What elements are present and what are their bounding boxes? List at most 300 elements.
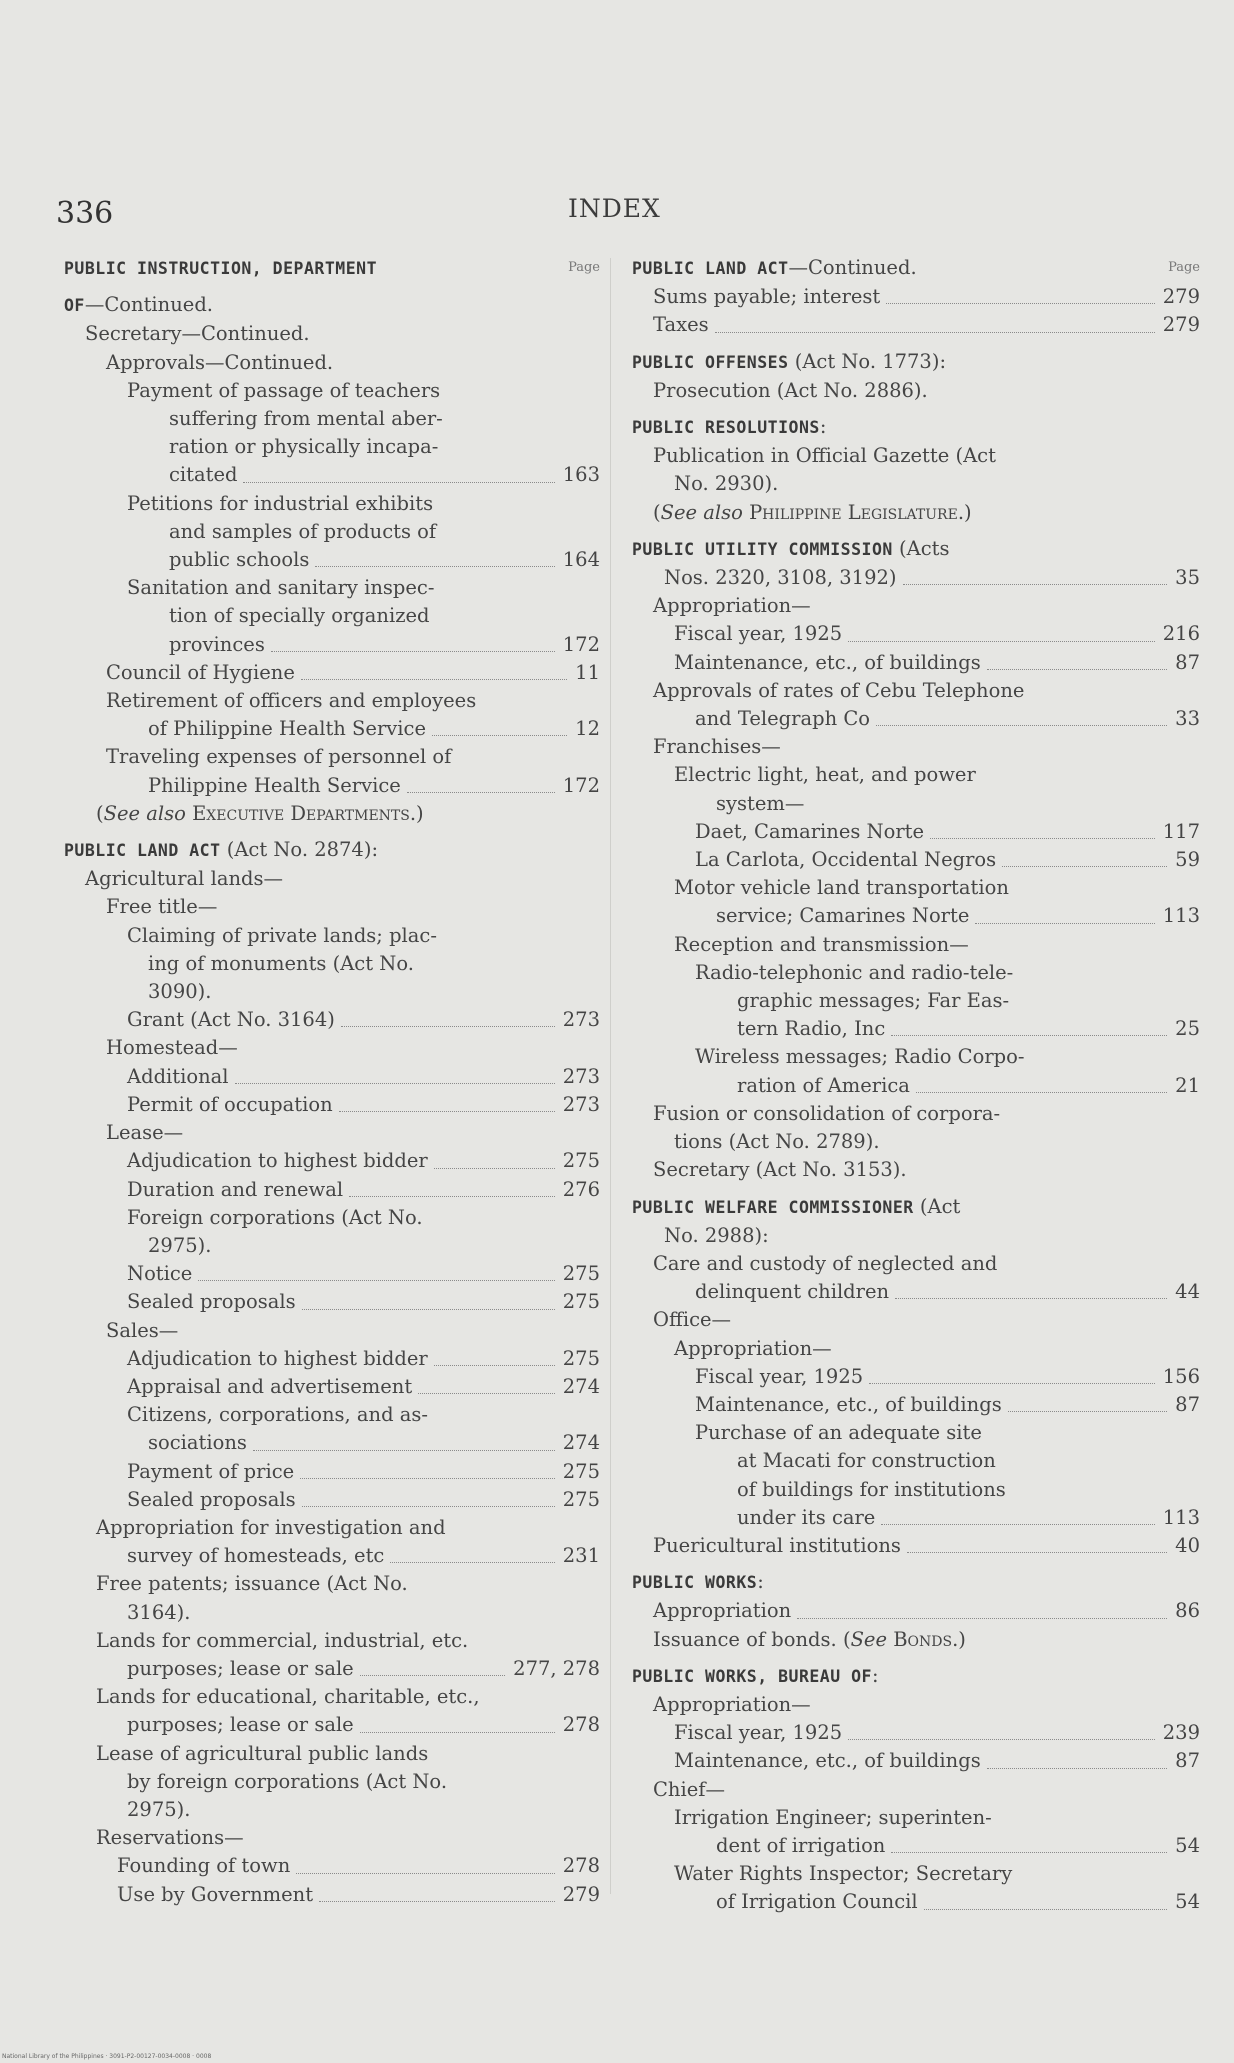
entry-label: delinquent children	[695, 1280, 890, 1304]
index-entry	[64, 1288, 616, 1316]
entry-text	[64, 1401, 616, 1429]
see-also-part: (	[96, 801, 104, 825]
entry-label: Appropriation—	[674, 1336, 832, 1360]
index-entry	[632, 1532, 1232, 1560]
index-entry	[632, 564, 1232, 592]
index-entry	[632, 499, 1232, 527]
heading-text: PUBLIC WORKS, BUREAU OF	[632, 1666, 872, 1686]
entry-text	[64, 349, 616, 377]
entry-label: Fiscal year, 1925	[674, 1721, 843, 1745]
index-entry	[64, 1119, 616, 1147]
entry-label: No. 2988):	[664, 1223, 769, 1247]
heading-text: PUBLIC LAND ACT	[632, 259, 789, 278]
entry-text	[64, 546, 616, 574]
entry-text	[64, 1796, 616, 1824]
page-reference: 117	[1162, 819, 1200, 843]
entry-label: Water Rights Inspector; Secretary	[674, 1862, 1013, 1886]
heading-continuation: (Act No. 1773):	[788, 349, 947, 373]
index-heading	[64, 836, 616, 865]
entry-label: Sales—	[106, 1318, 179, 1342]
heading-continuation: —Continued.	[788, 256, 917, 279]
entry-label: Chief—	[653, 1777, 725, 1801]
entry-text	[632, 1100, 1232, 1128]
heading-continuation: —Continued.	[84, 293, 214, 317]
entry-label: Adjudication to highest bidder	[127, 1346, 428, 1370]
leader-dots	[390, 1562, 555, 1563]
page-reference: 277, 278	[513, 1656, 600, 1680]
entry-text	[632, 348, 1232, 377]
page-reference: 172	[562, 632, 600, 656]
entry-label: Sealed proposals	[127, 1487, 296, 1511]
leader-dots	[930, 838, 1155, 839]
index-entry	[64, 893, 616, 921]
index-entry	[64, 1401, 616, 1429]
page-reference: 274	[562, 1374, 600, 1398]
leader-dots	[341, 1026, 555, 1027]
entry-text	[632, 470, 1232, 498]
leader-dots	[895, 1298, 1167, 1299]
page-column-label: Page	[1168, 260, 1200, 275]
index-entry	[64, 922, 616, 950]
index-heading	[632, 535, 1232, 564]
index-entry	[632, 1447, 1232, 1475]
page-reference: 275	[562, 1487, 600, 1511]
entry-label: Wireless messages; Radio Corpo-	[695, 1045, 1025, 1069]
index-entry	[64, 1345, 616, 1373]
index-entry	[64, 320, 616, 348]
index-entry	[64, 1232, 616, 1260]
entry-text	[632, 1447, 1232, 1475]
page-reference: 164	[562, 548, 600, 572]
leader-dots	[300, 1478, 555, 1479]
entry-label: tion of specially organized	[169, 604, 430, 628]
leader-dots	[876, 725, 1167, 726]
leader-dots	[360, 1732, 555, 1733]
entry-text	[632, 1662, 1232, 1691]
leader-dots	[235, 1083, 555, 1084]
entry-text	[64, 291, 616, 320]
page-reference: 239	[1162, 1721, 1200, 1745]
index-entry	[632, 1250, 1232, 1278]
index-entry	[64, 546, 616, 574]
page-reference: 172	[562, 773, 600, 797]
index-entry	[632, 1335, 1232, 1363]
entry-label: Approvals—Continued.	[106, 350, 334, 374]
leader-dots	[319, 1901, 555, 1902]
index-entry	[64, 1429, 616, 1457]
entry-text	[632, 1193, 1232, 1222]
index-entry	[632, 1888, 1232, 1916]
left-column	[64, 254, 616, 1909]
entry-text	[632, 1626, 1232, 1654]
heading-continuation: :	[871, 1663, 879, 1687]
index-heading	[64, 291, 616, 320]
entry-text	[632, 677, 1232, 705]
index-entry	[632, 677, 1232, 705]
entry-text	[632, 535, 1232, 564]
page-reference: 86	[1175, 1599, 1200, 1623]
leader-dots	[797, 1618, 1167, 1619]
entry-label: Appraisal and advertisement	[127, 1374, 413, 1398]
index-entry	[632, 1419, 1232, 1447]
entry-text	[64, 893, 616, 921]
entry-label: Claiming of private lands; plac-	[127, 923, 437, 947]
entry-label: 2975).	[148, 1233, 212, 1257]
entry-label: Maintenance, etc., of buildings	[674, 1749, 981, 1773]
entry-text	[64, 1486, 616, 1514]
leader-dots	[924, 1909, 1167, 1910]
entry-text	[64, 574, 616, 602]
running-head: INDEX	[568, 194, 661, 223]
page-reference: 273	[562, 1092, 600, 1116]
heading-continuation: :	[757, 1570, 764, 1594]
page-reference: 87	[1175, 650, 1200, 674]
leader-dots	[891, 1035, 1167, 1036]
entry-text	[64, 800, 616, 828]
page-reference: 275	[562, 1459, 600, 1483]
page-reference: 273	[562, 1064, 600, 1088]
entry-label: Prosecution (Act No. 2886).	[653, 378, 928, 402]
entry-text	[64, 433, 616, 461]
entry-text	[64, 1429, 616, 1457]
right-column	[632, 254, 1232, 1917]
index-entry	[632, 442, 1232, 470]
entry-label: Sanitation and sanitary inspec-	[127, 576, 435, 600]
entry-text	[64, 687, 616, 715]
page-reference: 275	[562, 1149, 600, 1173]
entry-text	[632, 1222, 1232, 1250]
index-entry	[64, 405, 616, 433]
index-entry	[64, 349, 616, 377]
page-reference: 54	[1175, 1833, 1200, 1857]
entry-text	[64, 1204, 616, 1232]
entry-label: sociations	[148, 1431, 247, 1455]
entry-label: and samples of products of	[169, 519, 437, 543]
entry-text	[64, 1317, 616, 1345]
see-also-part: (	[653, 500, 661, 524]
entry-label: Fusion or consolidation of corpora-	[653, 1101, 1001, 1125]
leader-dots	[407, 792, 555, 793]
entry-text	[632, 1335, 1232, 1363]
page-number: 336	[56, 196, 114, 231]
index-entry	[64, 1091, 616, 1119]
entry-text	[64, 1147, 616, 1175]
entry-label: of buildings for institutions	[737, 1477, 1006, 1501]
entry-label: of Irrigation Council	[716, 1890, 918, 1914]
entry-text	[632, 1156, 1232, 1184]
entry-label: Free patents; issuance (Act No.	[96, 1572, 408, 1596]
entry-label: Maintenance, etc., of buildings	[695, 1392, 1002, 1416]
index-heading	[632, 1662, 1232, 1691]
entry-text	[64, 1599, 616, 1627]
entry-label: Use by Government	[117, 1882, 314, 1906]
entry-label: Radio-telephonic and radio-tele-	[695, 960, 1014, 984]
entry-text	[632, 874, 1232, 902]
entry-label: dent of irrigation	[716, 1833, 886, 1857]
index-entry	[632, 311, 1232, 339]
index-entry	[632, 1626, 1232, 1654]
index-heading	[632, 348, 1232, 377]
page-reference: 275	[562, 1262, 600, 1286]
index-entry	[632, 733, 1232, 761]
index-entry	[64, 1852, 616, 1880]
index-entry	[64, 772, 616, 800]
index-entry	[64, 518, 616, 546]
index-entry	[64, 1204, 616, 1232]
leader-dots	[916, 1092, 1167, 1093]
leader-dots	[253, 1450, 555, 1451]
entry-text	[632, 1419, 1232, 1447]
entry-label: Homestead—	[106, 1036, 238, 1060]
leader-dots	[302, 1506, 555, 1507]
page-reference: 274	[562, 1431, 600, 1455]
page-reference: 40	[1175, 1533, 1200, 1557]
leader-dots	[198, 1280, 555, 1281]
entry-label: Secretary—Continued.	[85, 322, 310, 346]
index-entry	[64, 1147, 616, 1175]
entry-text	[64, 1683, 616, 1711]
index-entry	[64, 1458, 616, 1486]
index-entry	[632, 620, 1232, 648]
index-entry	[632, 1504, 1232, 1532]
entry-label: Sealed proposals	[127, 1290, 296, 1314]
see-also-part: See	[850, 1627, 888, 1651]
entry-label: Traveling expenses of personnel of	[106, 745, 452, 769]
index-entry	[64, 1486, 616, 1514]
entry-label: La Carlota, Occidental Negros	[695, 848, 997, 872]
entry-label: 3164).	[127, 1600, 191, 1624]
page-reference: 231	[562, 1544, 600, 1568]
entry-text	[64, 1458, 616, 1486]
heading-continuation: (Act	[913, 1194, 961, 1218]
entry-label: Free title—	[106, 895, 218, 919]
index-entry	[64, 433, 616, 461]
page-reference: 279	[1162, 285, 1200, 309]
leader-dots	[907, 1552, 1167, 1553]
page-reference: 163	[562, 463, 600, 487]
entry-label: Appropriation—	[653, 594, 811, 618]
index-entry	[632, 902, 1232, 930]
entry-text	[632, 959, 1232, 987]
page-reference: 216	[1162, 622, 1200, 646]
heading-continuation: (Acts	[892, 536, 950, 560]
entry-text	[64, 1288, 616, 1316]
page-column-label: Page	[568, 260, 600, 275]
entry-label: Council of Hygiene	[106, 660, 295, 684]
index-entry	[64, 461, 616, 489]
index-entry	[632, 1391, 1232, 1419]
index-entry	[632, 1860, 1232, 1888]
index-entry	[64, 950, 616, 978]
entry-text	[632, 761, 1232, 789]
index-entry	[64, 1570, 616, 1598]
index-entry	[64, 1260, 616, 1288]
index-entry	[64, 631, 616, 659]
entry-label: Puericultural institutions	[653, 1533, 901, 1557]
entry-text	[64, 715, 616, 743]
entry-text	[632, 442, 1232, 470]
index-entry	[632, 283, 1232, 311]
page-reference: 35	[1175, 566, 1200, 590]
index-entry	[64, 1373, 616, 1401]
leader-dots	[243, 482, 555, 483]
page-reference: 54	[1175, 1890, 1200, 1914]
page-reference: 279	[562, 1882, 600, 1906]
entry-label: Retirement of officers and employees	[106, 689, 477, 713]
entry-label: Secretary (Act No. 3153).	[653, 1158, 907, 1182]
entry-text	[64, 377, 616, 405]
entry-text	[64, 405, 616, 433]
entry-text	[632, 1306, 1232, 1334]
heading-text: OF	[64, 296, 85, 316]
entry-text	[64, 1006, 616, 1034]
index-entry	[64, 490, 616, 518]
leader-dots	[339, 1111, 555, 1112]
entry-text	[632, 1776, 1232, 1804]
entry-label: Fiscal year, 1925	[695, 1364, 864, 1388]
index-entry	[632, 818, 1232, 846]
see-also-part: See also	[660, 500, 743, 524]
heading-continuation: :	[819, 415, 827, 439]
index-entry	[632, 592, 1232, 620]
entry-label: suffering from mental aber-	[169, 407, 443, 431]
entry-text	[64, 320, 616, 348]
page-reference: 273	[562, 1008, 600, 1032]
entry-text	[632, 413, 1232, 442]
footer-note: National Library of the Philippines · 3091-P2-00127-0034-0008 · 0008	[2, 2053, 212, 2060]
entry-label: purposes; lease or sale	[127, 1656, 354, 1680]
entry-text	[64, 1740, 616, 1768]
index-entry	[632, 1597, 1232, 1625]
leader-dots	[715, 332, 1155, 333]
see-also-part: Issuance of bonds. (	[653, 1627, 851, 1651]
entry-label: Petitions for industrial exhibits	[127, 491, 434, 515]
index-entry	[632, 1043, 1232, 1071]
entry-text	[64, 772, 616, 800]
entry-text	[632, 931, 1232, 959]
index-entry	[632, 931, 1232, 959]
entry-text	[632, 1860, 1232, 1888]
entry-label: service; Camarines Norte	[716, 904, 970, 928]
index-entry	[632, 761, 1232, 789]
leader-dots	[987, 1768, 1167, 1769]
entry-text	[632, 1128, 1232, 1156]
entry-label: Notice	[127, 1262, 193, 1286]
entry-label: ing of monuments (Act No.	[148, 951, 414, 975]
see-also-part: .)	[952, 1627, 966, 1651]
entry-label: ration or physically incapa-	[169, 435, 439, 459]
index-entry	[632, 1222, 1232, 1250]
index-entry	[632, 790, 1232, 818]
entry-label: Daet, Camarines Norte	[695, 819, 925, 843]
leader-dots	[418, 1393, 555, 1394]
index-entry	[64, 743, 616, 771]
entry-label: system—	[716, 791, 805, 815]
index-entry	[64, 978, 616, 1006]
index-entry	[64, 1627, 616, 1655]
entry-label: of Philippine Health Service	[148, 717, 426, 741]
leader-dots	[434, 1168, 555, 1169]
index-entry	[632, 1072, 1232, 1100]
heading-continuation: (Act No. 2874):	[220, 838, 379, 862]
index-entry	[64, 715, 616, 743]
leader-dots	[349, 1196, 555, 1197]
entry-label: Additional	[127, 1064, 229, 1088]
entry-label: Lease—	[106, 1121, 184, 1145]
entry-label: tern Radio, Inc	[737, 1017, 886, 1041]
entry-label: Lands for commercial, industrial, etc.	[96, 1628, 469, 1652]
index-entry	[64, 1740, 616, 1768]
index-entry	[632, 1363, 1232, 1391]
entry-label: Motor vehicle land transportation	[674, 876, 1009, 900]
entry-label: by foreign corporations (Act No.	[127, 1769, 448, 1793]
page-reference: 87	[1175, 1392, 1200, 1416]
index-entry	[632, 470, 1232, 498]
entry-text	[632, 1250, 1232, 1278]
page-reference: 21	[1175, 1073, 1200, 1097]
index-entry	[64, 1881, 616, 1909]
index-heading	[632, 254, 1232, 283]
page-reference: 25	[1175, 1017, 1200, 1041]
entry-label: 3090).	[148, 980, 212, 1004]
leader-dots	[1002, 866, 1167, 867]
index-entry	[632, 987, 1232, 1015]
entry-label: Purchase of an adequate site	[695, 1421, 982, 1445]
index-entry	[64, 1006, 616, 1034]
entry-text	[64, 1091, 616, 1119]
entry-label: Lease of agricultural public lands	[96, 1741, 429, 1765]
entry-label: Taxes	[653, 313, 709, 337]
entry-text	[64, 922, 616, 950]
entry-text	[64, 1768, 616, 1796]
entry-text	[64, 1852, 616, 1880]
entry-label: Duration and renewal	[127, 1177, 344, 1201]
index-entry	[632, 1747, 1232, 1775]
entry-label: Care and custody of neglected and	[653, 1251, 998, 1275]
index-entry	[64, 1768, 616, 1796]
index-entry	[64, 574, 616, 602]
leader-dots	[987, 669, 1167, 670]
heading-text: PUBLIC WELFARE COMMISSIONER	[632, 1197, 914, 1217]
page-reference: 11	[575, 660, 600, 684]
entry-label: ration of America	[737, 1073, 910, 1097]
index-heading	[64, 254, 616, 283]
entry-label: Reservations—	[96, 1826, 244, 1850]
index-entry	[632, 959, 1232, 987]
entry-text	[632, 1691, 1232, 1719]
page-reference: 276	[562, 1177, 600, 1201]
index-entry	[632, 1691, 1232, 1719]
index-heading	[632, 413, 1232, 442]
entry-label: Approvals of rates of Cebu Telephone	[653, 678, 1025, 702]
index-entry	[632, 1776, 1232, 1804]
entry-text	[64, 865, 616, 893]
index-entry	[64, 1176, 616, 1204]
entry-text	[64, 1711, 616, 1739]
entry-text	[64, 1176, 616, 1204]
index-heading	[632, 1568, 1232, 1597]
leader-dots	[848, 1739, 1155, 1740]
page-reference: 275	[562, 1346, 600, 1370]
leader-dots	[302, 1309, 555, 1310]
leader-dots	[886, 303, 1155, 304]
index-entry	[64, 1796, 616, 1824]
entry-label: Citizens, corporations, and as-	[127, 1403, 429, 1427]
see-also-part: Executive Departments	[192, 801, 410, 825]
heading-text: PUBLIC OFFENSES	[632, 352, 789, 372]
entry-text	[64, 659, 616, 687]
entry-text	[64, 602, 616, 630]
